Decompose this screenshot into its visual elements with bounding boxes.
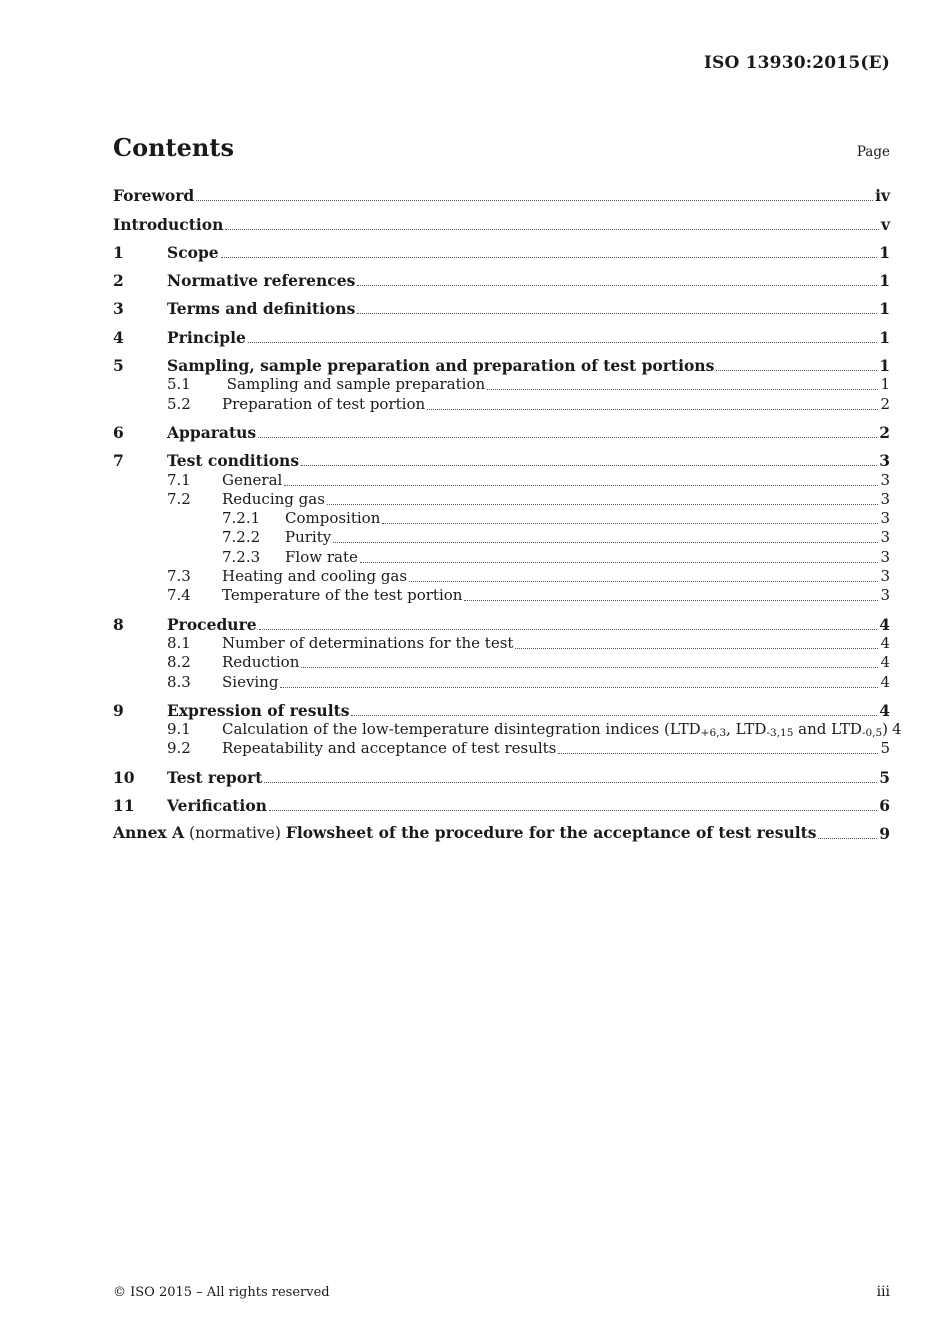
toc-entry-number: 8.2 <box>167 653 191 672</box>
subscript: +6,3 <box>700 727 727 740</box>
toc-entry-1[interactable] <box>113 243 890 262</box>
dot-leader <box>357 285 877 286</box>
dot-leader <box>333 542 878 543</box>
toc-entry-8-2[interactable] <box>113 653 890 672</box>
toc-entry-page: iv <box>875 186 890 206</box>
toc-entry-title: Normative references <box>167 271 356 291</box>
toc-entry-title: Reducing gas <box>222 489 325 508</box>
annex-title: Flowsheet of the procedure for the acceptance of test results <box>285 823 817 843</box>
toc-entry-title: Heating and cooling gas <box>222 567 408 586</box>
dot-leader <box>357 313 877 314</box>
dot-leader <box>464 600 878 601</box>
toc-entry-number: 8.1 <box>167 633 191 652</box>
dot-leader <box>558 753 878 754</box>
toc-entry-number: 7.2.3 <box>222 547 261 566</box>
toc-entry-page: 3 <box>880 528 890 547</box>
toc-entry-number: 7.1 <box>167 470 191 489</box>
toc-entry-title: Number of determinations for the test <box>222 633 514 652</box>
toc-entry-title <box>113 823 816 843</box>
toc-entry-title: Temperature of the test portion <box>222 586 463 605</box>
toc-entry-7-2-2[interactable] <box>113 528 890 547</box>
page-column-label: Page <box>856 144 890 160</box>
dot-leader <box>327 504 879 505</box>
toc-entry-title <box>222 720 888 739</box>
dot-leader <box>409 581 878 582</box>
dot-leader <box>284 485 878 486</box>
toc-entry-number: 5.2 <box>167 394 191 413</box>
toc-entry-11[interactable] <box>113 796 890 815</box>
toc-entry-4[interactable] <box>113 327 890 346</box>
toc-entry-page: 1 <box>879 271 890 291</box>
toc-entry-title: Principle <box>167 327 246 347</box>
toc-entry-number: 5 <box>113 356 124 376</box>
toc-entry-title: Introduction <box>113 214 224 234</box>
toc-entry-title: Foreword <box>113 186 195 206</box>
toc-title-part: ) <box>882 720 889 739</box>
toc-entry-page: 1 <box>880 375 890 394</box>
toc-entry-page: 1 <box>879 299 890 319</box>
toc-entry-7-2-3[interactable] <box>113 547 890 566</box>
toc-entry-number: 1 <box>113 242 124 262</box>
toc-entry-title: Composition <box>285 509 381 528</box>
toc-entry-5-1[interactable] <box>113 375 890 394</box>
toc-entry-number: 4 <box>113 327 124 347</box>
toc-entry-page: 2 <box>880 394 890 413</box>
dot-leader <box>487 389 878 390</box>
dot-leader <box>221 257 878 258</box>
subscript: -0,5 <box>861 727 883 740</box>
toc-entry-8[interactable] <box>113 614 890 633</box>
dot-leader <box>225 229 879 230</box>
toc-entry-title: Repeatability and acceptance of test results <box>222 739 557 758</box>
toc-title-part: , LTD <box>726 720 767 739</box>
toc-entry-number: 10 <box>113 767 135 787</box>
toc-entry-foreword[interactable] <box>113 186 890 205</box>
dot-leader <box>280 687 878 688</box>
toc-entry-introduction[interactable] <box>113 214 890 233</box>
document-id: ISO 13930:2015(E) <box>703 53 890 73</box>
toc-entry-9-1[interactable] <box>113 720 902 740</box>
toc-entry-page: 4 <box>879 700 890 720</box>
toc-entry-2[interactable] <box>113 271 890 290</box>
toc-entry-page: 3 <box>880 567 890 586</box>
toc-entry-7-4[interactable] <box>113 586 890 605</box>
toc-entry-title: Verification <box>167 796 267 816</box>
dot-leader <box>818 838 877 839</box>
toc-entry-number: 9.2 <box>167 739 191 758</box>
toc-entry-page: 4 <box>880 633 890 652</box>
toc-entry-title: Test report <box>167 767 263 787</box>
toc-entry-page: 3 <box>880 509 890 528</box>
toc-entry-page: 9 <box>879 824 890 844</box>
toc-entry-page: 3 <box>880 586 890 605</box>
toc-entry-number: 9.1 <box>167 720 191 739</box>
dot-leader <box>716 370 877 371</box>
toc-entry-title: Apparatus <box>167 422 257 442</box>
toc-entry-number: 7.2.2 <box>222 528 261 547</box>
toc-entry-page: 1 <box>879 356 890 376</box>
page-number: iii <box>876 1284 890 1300</box>
toc-entry-page: 3 <box>880 547 890 566</box>
toc-entry-7-2[interactable] <box>113 490 890 509</box>
toc-entry-title: Sampling, sample preparation and preparation of test portions <box>167 356 715 376</box>
toc-entry-number: 8.3 <box>167 672 191 691</box>
toc-entry-number: 7.4 <box>167 586 191 605</box>
toc-title-part: Calculation of the low-temperature disintegration indices (LTD <box>222 720 701 739</box>
toc-entry-7-1[interactable] <box>113 470 890 489</box>
dot-leader <box>515 648 878 649</box>
toc-entry-number: 6 <box>113 422 124 442</box>
dot-leader <box>382 523 878 524</box>
toc-entry-number: 9 <box>113 700 124 720</box>
toc-entry-7[interactable] <box>113 451 890 470</box>
toc-entry-page: 6 <box>879 796 890 816</box>
toc-entry-10[interactable] <box>113 767 890 786</box>
toc-entry-number: 7.2 <box>167 489 191 508</box>
toc-entry-title: Preparation of test portion <box>222 394 426 413</box>
dot-leader <box>351 715 877 716</box>
toc-entry-number: 2 <box>113 271 124 291</box>
toc-entry-page: 3 <box>879 451 890 471</box>
dot-leader <box>360 562 879 563</box>
toc-entry-page: 1 <box>879 242 890 262</box>
dot-leader <box>301 667 878 668</box>
toc-entry-annex-a[interactable] <box>113 824 890 843</box>
toc-entry-3[interactable] <box>113 299 890 318</box>
table-of-contents <box>113 186 902 844</box>
toc-entry-8-3[interactable] <box>113 672 890 691</box>
toc-entry-page: 3 <box>880 470 890 489</box>
toc-entry-title: Scope <box>167 242 219 262</box>
toc-entry-title: Sampling and sample preparation <box>222 375 486 394</box>
dot-leader <box>196 200 873 201</box>
toc-entry-number: 5.1 <box>167 375 191 394</box>
toc-entry-title: Test conditions <box>167 451 300 471</box>
subscript: -3,15 <box>766 727 794 740</box>
dot-leader <box>264 782 877 783</box>
toc-entry-page: 4 <box>880 653 890 672</box>
toc-entry-title: General <box>222 470 283 489</box>
toc-entry-title: Sieving <box>222 672 279 691</box>
copyright-notice: © ISO 2015 – All rights reserved <box>113 1285 330 1300</box>
contents-header <box>113 133 890 162</box>
toc-entry-title: Terms and definitions <box>167 299 356 319</box>
toc-entry-title: Expression of results <box>167 700 350 720</box>
dot-leader <box>269 810 877 811</box>
toc-entry-page: 1 <box>879 327 890 347</box>
annex-type: (normative) <box>184 824 286 843</box>
toc-entry-page: 3 <box>880 489 890 508</box>
toc-entry-5[interactable] <box>113 356 890 375</box>
toc-entry-page: 4 <box>892 720 902 739</box>
toc-entry-5-2[interactable] <box>113 394 890 413</box>
toc-entry-title: Reduction <box>222 653 300 672</box>
annex-label: Annex A <box>113 823 185 843</box>
toc-entry-page: 4 <box>879 614 890 634</box>
toc-entry-number: 8 <box>113 614 124 634</box>
toc-entry-page: 5 <box>880 739 890 758</box>
dot-leader <box>248 342 877 343</box>
toc-entry-8-1[interactable] <box>113 634 890 653</box>
toc-entry-page: 2 <box>879 422 890 442</box>
toc-entry-title: Flow rate <box>285 547 358 566</box>
toc-entry-7-2-1[interactable] <box>113 509 890 528</box>
toc-entry-page: v <box>880 214 890 234</box>
toc-entry-number: 7 <box>113 451 124 471</box>
toc-entry-page: 5 <box>879 767 890 787</box>
toc-entry-number: 7.3 <box>167 567 191 586</box>
toc-entry-number: 7.2.1 <box>222 509 261 528</box>
dot-leader <box>427 409 878 410</box>
dot-leader <box>259 629 878 630</box>
toc-title-part: and LTD <box>793 720 862 739</box>
toc-entry-title: Purity <box>285 528 332 547</box>
page-title: Contents <box>113 133 234 162</box>
toc-entry-9[interactable] <box>113 701 890 720</box>
toc-entry-page: 4 <box>880 672 890 691</box>
toc-entry-title: Procedure <box>167 614 257 634</box>
toc-entry-number: 11 <box>113 796 135 816</box>
toc-entry-9-2[interactable] <box>113 739 890 758</box>
toc-entry-7-3[interactable] <box>113 567 890 586</box>
dot-leader <box>258 437 877 438</box>
toc-entry-6[interactable] <box>113 423 890 442</box>
toc-entry-number: 3 <box>113 299 124 319</box>
dot-leader <box>301 465 877 466</box>
